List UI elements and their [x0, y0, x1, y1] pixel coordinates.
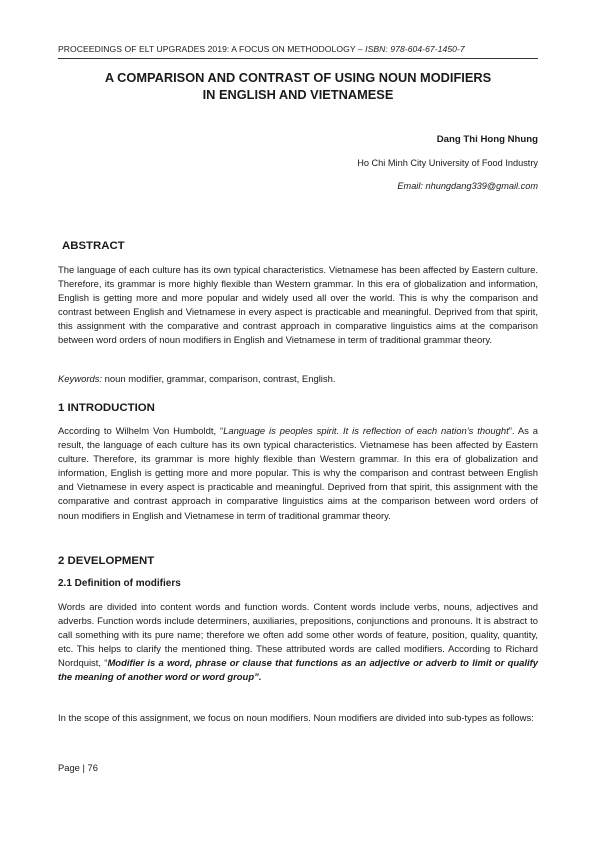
author-email: Email: nhungdang339@gmail.com [397, 181, 538, 191]
intro-lead: According to Wilhelm Von Humboldt, “ [58, 426, 224, 437]
definition-lead: Words are divided into content words and function words. Content words include verbs, nouns, adjectives and adverbs. Function words include determiners, auxiliaries, prepositions, conjunctions and pronouns. It is abstract to call something with its pure name; therefore we often add some other words of feature, position, quality, quantity, etc. This helps to clarify the mentioned thing. These attributed words are called modifiers. According to Richard Nordquist, “ [58, 602, 538, 670]
author-affiliation: Ho Chi Minh City University of Food Industry [357, 158, 538, 168]
header-rule [58, 58, 538, 59]
paper-title [58, 69, 538, 103]
keywords [58, 374, 538, 385]
keywords-text: noun modifier, grammar, comparison, contrast, English. [102, 374, 336, 385]
author-name: Dang Thi Hong Nhung [436, 134, 538, 145]
keywords-label: Keywords: [58, 374, 103, 385]
title-line-2: IN ENGLISH AND VIETNAMESE [202, 87, 394, 102]
intro-quote: Language is peoples spirit. It is reflection of each nation’s thought [223, 426, 509, 437]
running-header-text: PROCEEDINGS OF ELT UPGRADES 2019: A FOCUS ON METHODOLOGY – [58, 44, 366, 54]
definition-quote: Modifier is a word, phrase or clause that functions as an adjective or adverb to limit or qualify the meaning of another word or word group [58, 658, 539, 684]
definition-paragraph [58, 601, 538, 686]
scope-paragraph: In the scope of this assignment, we focus on noun modifiers. Noun modifiers are divided into sub-types as follows: [58, 713, 534, 724]
title-line-1: A COMPARISON AND CONTRAST OF USING NOUN MODIFIERS [104, 70, 492, 85]
isbn: ISBN: 978-604-67-1450-7 [365, 44, 465, 54]
page-number: Page | 76 [58, 762, 98, 773]
intro-rest: ”. As a result, the language of each culture has its own typical characteristics. Vietnamese has been affected by Eastern culture. Therefore, its grammar is more highly flexible than Western grammar. In this era of globalization and information, English is getting more and more popular. This is why the comparison and contrast between English and Vietnamese in every aspect is practicable and meaningful. Deprived from that spirit, this assignment with the comparative and contrast approach in comparative linguistics aims at the comparison between word orders of noun modifiers in English and Vietnamese in term of traditional grammar theory. [58, 426, 539, 522]
abstract-heading: ABSTRACT [62, 240, 125, 252]
definition-end: ”. [254, 672, 262, 684]
running-header [58, 44, 538, 54]
development-heading: 2 DEVELOPMENT [58, 555, 155, 567]
subsection-heading: 2.1 Definition of modifiers [58, 578, 181, 589]
introduction-body [58, 425, 538, 524]
abstract-body: The language of each culture has its own typical characteristics. Vietnamese has been affected by Eastern culture. Therefore, its grammar is more highly flexible than Western grammar. In this era of globalization and information, English is getting more and more popular and widely used all over the world. This is why the comparison and contrast between English and Vietnamese in every aspect is practicable and meaningful. Deprived from that spirit, this assignment with the comparative and contrast approach in comparative linguistics aims at the comparison between word orders of noun modifiers in English and Vietnamese in term of traditional grammar theory. [58, 265, 538, 347]
introduction-heading: 1 INTRODUCTION [58, 402, 155, 414]
